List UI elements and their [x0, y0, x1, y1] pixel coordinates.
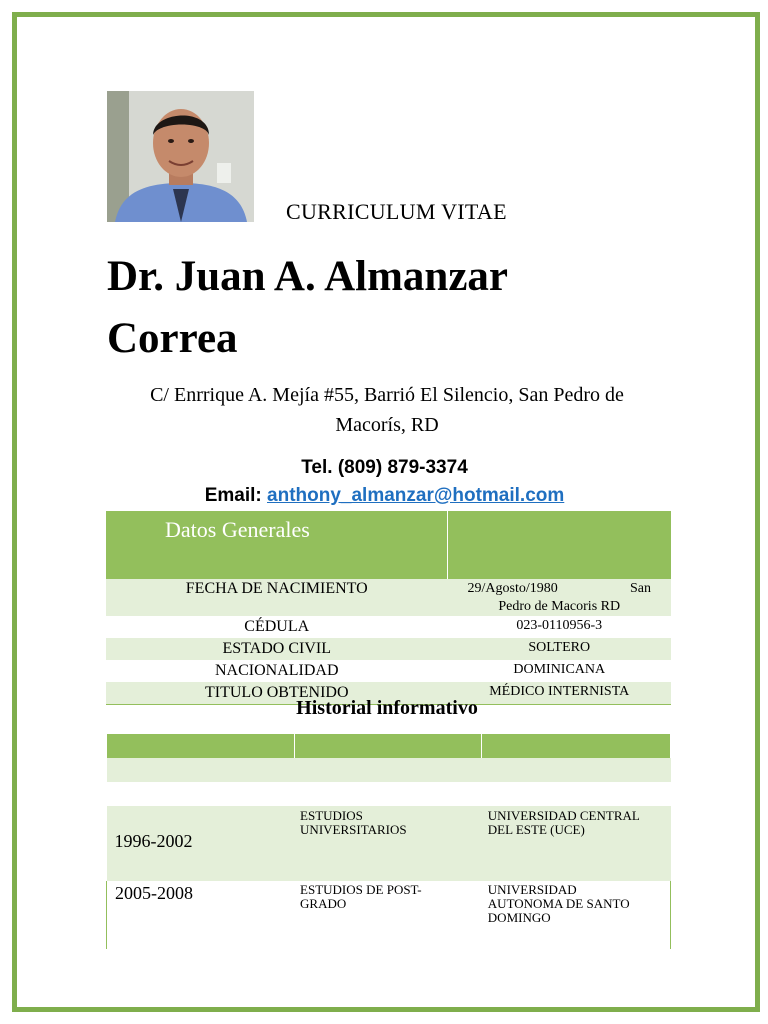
historial-header-row	[107, 734, 671, 758]
birth-date: 29/Agosto/1980	[467, 580, 558, 596]
historial-empty-row	[107, 758, 671, 782]
email-link[interactable]: anthony_almanzar@hotmail.com	[267, 485, 565, 506]
historial-table	[106, 734, 671, 949]
studies-line: ESTUDIOS DE POST-	[300, 882, 422, 897]
years: 2005-2008	[107, 881, 295, 949]
datos-title: Datos Generales	[106, 511, 448, 579]
profile-photo	[107, 91, 254, 222]
studies-line: UNIVERSITARIOS	[300, 822, 407, 837]
row-value: MÉDICO INTERNISTA	[448, 683, 672, 705]
table-row	[107, 807, 671, 882]
table-row	[107, 881, 671, 949]
name-line-2: Correa	[107, 315, 238, 362]
address-line-2: Macorís, RD	[335, 414, 439, 436]
historial-empty-row	[107, 782, 671, 807]
studies	[294, 807, 482, 882]
datos-header-empty	[448, 511, 672, 579]
cv-title: CURRICULUM VITAE	[286, 199, 507, 224]
institution	[482, 881, 671, 949]
row-value: DOMINICANA	[448, 661, 672, 683]
email-line	[107, 485, 662, 507]
studies-line: GRADO	[300, 896, 347, 911]
row-value: 023-0110956-3	[448, 617, 672, 639]
telephone: Tel. (809) 879-3374	[301, 457, 468, 478]
birth-place-part2: Pedro de Macoris RD	[498, 598, 621, 614]
row-value	[448, 579, 672, 617]
row-label: ESTADO CIVIL	[106, 639, 448, 661]
studies-line: ESTUDIOS	[300, 808, 363, 823]
historial-title: Historial informativo	[296, 697, 478, 719]
row-label: NACIONALIDAD	[106, 661, 448, 683]
table-row	[106, 579, 671, 617]
row-label: FECHA DE NACIMIENTO	[106, 579, 448, 617]
address-line-1: C/ Enrrique A. Mejía #55, Barrió El Silencio, San Pedro de	[150, 384, 624, 406]
address	[107, 380, 667, 440]
institution	[482, 807, 671, 882]
row-value: SOLTERO	[448, 639, 672, 661]
institution-line: UNIVERSIDAD CENTRAL	[487, 808, 640, 823]
datos-header-row	[106, 511, 671, 579]
datos-generales-table	[106, 511, 671, 705]
birth-place-part1: San	[630, 580, 651, 596]
studies	[294, 881, 482, 949]
table-row	[106, 639, 671, 661]
email-label: Email:	[204, 485, 268, 506]
person-name	[107, 246, 667, 370]
row-label: CÉDULA	[106, 617, 448, 639]
years: 1996-2002	[107, 807, 295, 882]
institution-line: DOMINGO	[487, 910, 551, 925]
row-label: TITULO OBTENIDO	[106, 683, 448, 705]
table-row	[106, 617, 671, 639]
name-line-1: Dr. Juan A. Almanzar	[107, 253, 508, 300]
table-row	[106, 661, 671, 683]
institution-line: UNIVERSIDAD	[487, 882, 577, 897]
institution-line: DEL ESTE (UCE)	[487, 822, 585, 837]
institution-line: AUTONOMA DE SANTO	[487, 896, 630, 911]
